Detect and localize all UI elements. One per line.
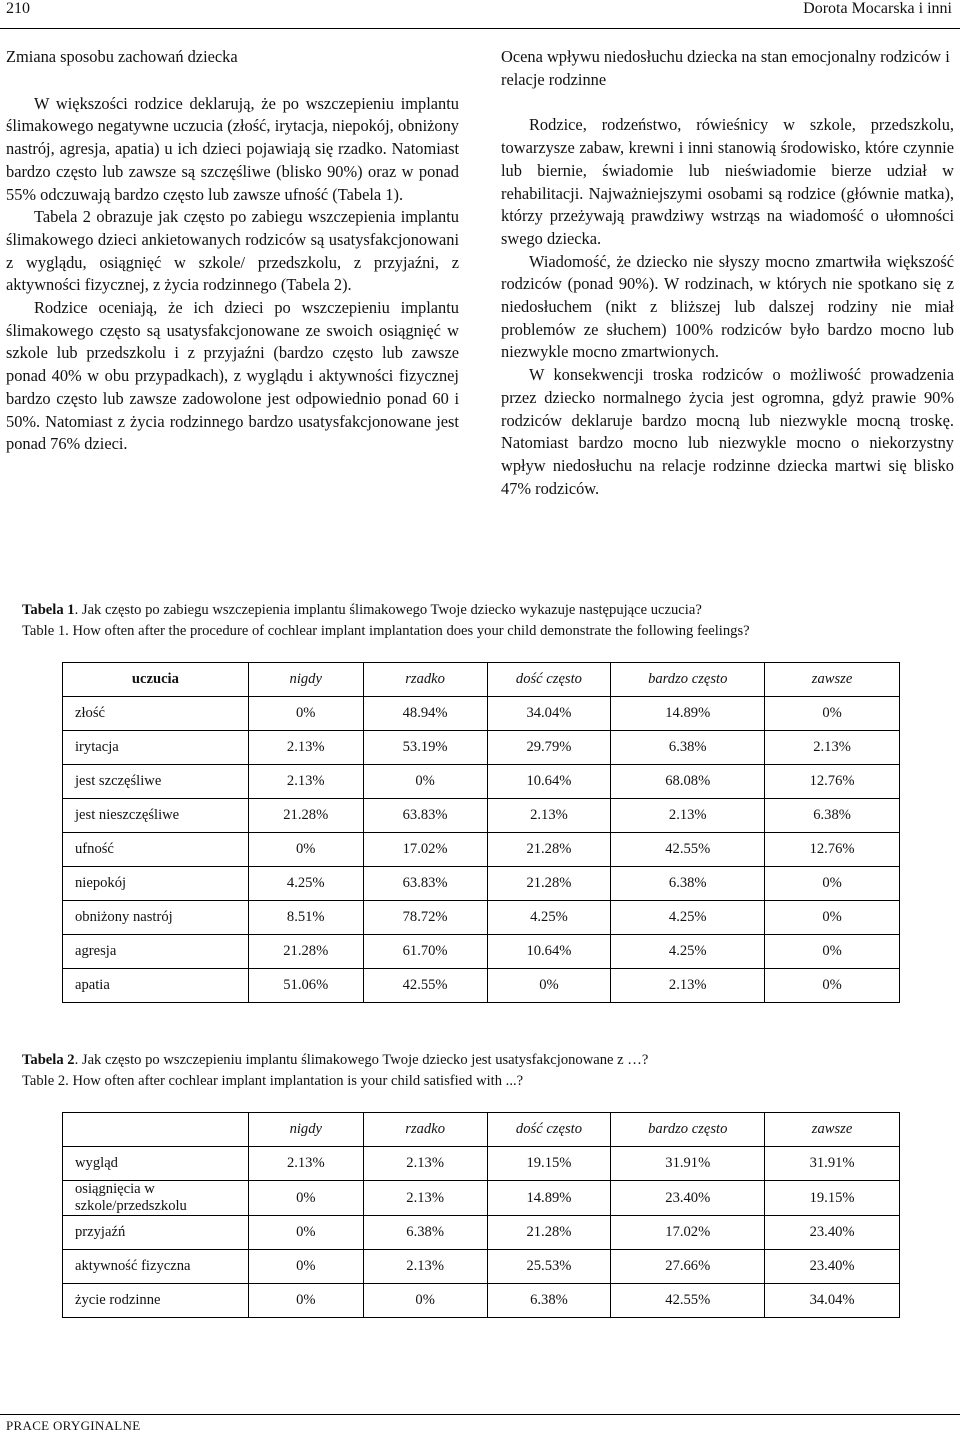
table-satisfaction	[62, 1112, 900, 1318]
table2-caption-en: Table 2. How often after cochlear implant implantation is your child satisfied with ...?	[22, 1073, 524, 1089]
table-row	[63, 697, 900, 731]
table-cell: 4.25%	[487, 901, 611, 935]
table-cell: 4.25%	[611, 901, 765, 935]
table-cell: 0%	[248, 1181, 363, 1216]
table-cell: 2.13%	[248, 731, 363, 765]
table-row	[63, 1284, 900, 1318]
table-cell: 19.15%	[487, 1147, 611, 1181]
table-cell: 2.13%	[487, 799, 611, 833]
table-cell: 78.72%	[363, 901, 487, 935]
table-cell: 23.40%	[765, 1216, 900, 1250]
table-cell: 4.25%	[611, 935, 765, 969]
table-cell: 6.38%	[363, 1216, 487, 1250]
table-cell: 0%	[765, 935, 900, 969]
row-label: obniżony nastrój	[63, 901, 249, 935]
column-header: bardzo często	[611, 663, 765, 697]
table-cell: 2.13%	[611, 799, 765, 833]
table-cell: 0%	[363, 765, 487, 799]
table-cell: 68.08%	[611, 765, 765, 799]
column-header: dość często	[487, 663, 611, 697]
table-cell: 14.89%	[611, 697, 765, 731]
paragraph: Wiadomość, że dziecko nie słyszy mocno zmartwiła większość rodziców (ponad 90%). W rodzinach, w których nie spotkano się z niedosłuchem (nikt z bliższej lub dalszej rodziny nie miał problemów ze słuchem) 100% rodziców było bardzo mocno lub niezwykle mocno zmartwionych.	[501, 251, 954, 362]
row-label: złość	[63, 697, 249, 731]
table-cell: 4.25%	[248, 867, 363, 901]
column-header: bardzo często	[611, 1113, 765, 1147]
row-header-cell	[63, 1113, 249, 1147]
table-cell: 42.55%	[611, 1284, 765, 1318]
table-cell: 6.38%	[765, 799, 900, 833]
table-cell: 21.28%	[248, 799, 363, 833]
section-heading-parents: Ocena wpływu niedosłuchu dziecka na stan emocjonalny rodziców i relacje rodzinne	[501, 47, 950, 89]
row-label: wygląd	[63, 1147, 249, 1181]
table-cell: 48.94%	[363, 697, 487, 731]
table-row	[63, 1216, 900, 1250]
table-cell: 2.13%	[765, 731, 900, 765]
footer-rule	[0, 1414, 960, 1415]
table-cell: 31.91%	[611, 1147, 765, 1181]
table-cell: 53.19%	[363, 731, 487, 765]
table-cell: 0%	[248, 697, 363, 731]
paragraph: Rodzice oceniają, że ich dzieci po wszczepieniu implantu ślimakowego często są usatysfakcjonowane ze swoich osiągnięć w szkole lub przedszkolu i z przyjaźni (bardzo często lub zawsze ponad 40% w obu przypadkach), z wyglądu i aktywności fizycznej bardzo często lub zawsze zadowolone jest odpowiednio ponad 60 i 50%. Natomiast z życia rodzinnego bardzo usatysfakcjonowane jest ponad 76% dzieci.	[6, 298, 459, 454]
table-row	[63, 765, 900, 799]
row-label: irytacja	[63, 731, 249, 765]
table-cell: 34.04%	[487, 697, 611, 731]
table-cell: 19.15%	[765, 1181, 900, 1216]
column-header: zawsze	[765, 663, 900, 697]
paragraph: Rodzice, rodzeństwo, rówieśnicy w szkole, przedszkolu, towarzysze zabaw, krewni i inni stanowią środowisko, które czynnie lub biernie, świadomie lub nieświadomie bierze udział w rehabilitacji. Najważniejszymi osobami są rodzice (głównie matka), którzy przeżywają prawdziwy wstrząs na wiadomość o ułomności swego dziecka.	[501, 115, 954, 248]
table-cell: 2.13%	[363, 1147, 487, 1181]
table-cell: 2.13%	[248, 765, 363, 799]
row-label: ufność	[63, 833, 249, 867]
table-cell: 17.02%	[611, 1216, 765, 1250]
table-cell: 2.13%	[248, 1147, 363, 1181]
table-row	[63, 1250, 900, 1284]
table-cell: 63.83%	[363, 799, 487, 833]
table-cell: 2.13%	[611, 969, 765, 1003]
table-cell: 42.55%	[611, 833, 765, 867]
table-cell: 2.13%	[363, 1181, 487, 1216]
table-row	[63, 833, 900, 867]
table-cell: 34.04%	[765, 1284, 900, 1318]
table-cell: 6.38%	[611, 731, 765, 765]
table-cell: 21.28%	[487, 833, 611, 867]
row-header-cell: uczucia	[63, 663, 249, 697]
table1-label: Tabela 1	[22, 602, 75, 618]
table-cell: 10.64%	[487, 765, 611, 799]
paragraph: W większości rodzice deklarują, że po wszczepieniu implantu ślimakowego negatywne uczucia (złość, irytacja, niepokój, obniżony nastrój, agresja, apatia) u ich dzieci pojawiają się rzadko. Natomiast bardzo często lub zawsze są szczęśliwe (blisko 90%) oraz w ponad 55% odczuwają bardzo często lub zawsze ufność (Tabela 1).	[6, 93, 459, 204]
table-row	[63, 1147, 900, 1181]
table1-caption	[22, 600, 952, 642]
table-cell: 0%	[765, 867, 900, 901]
table-cell: 12.76%	[765, 765, 900, 799]
row-label: aktywność fizyczna	[63, 1250, 249, 1284]
row-label: jest szczęśliwe	[63, 765, 249, 799]
row-label: jest nieszczęśliwe	[63, 799, 249, 833]
table-header-row	[63, 663, 900, 697]
footer-section-label: PRACE ORYGINALNE	[6, 1418, 141, 1433]
table-row	[63, 901, 900, 935]
table-cell: 0%	[248, 1250, 363, 1284]
section-heading-behaviour: Zmiana sposobu zachowań dziecka	[6, 47, 238, 66]
column-header: nigdy	[248, 1113, 363, 1147]
table-cell: 2.13%	[363, 1250, 487, 1284]
table-row	[63, 867, 900, 901]
table-cell: 61.70%	[363, 935, 487, 969]
table-row	[63, 935, 900, 969]
table1-caption-pl: . Jak często po zabiegu wszczepienia implantu ślimakowego Twoje dziecko wykazuje następujące uczucia?	[74, 602, 702, 618]
table-cell: 63.83%	[363, 867, 487, 901]
table-cell: 27.66%	[611, 1250, 765, 1284]
table-cell: 21.28%	[487, 867, 611, 901]
paragraph: Tabela 2 obrazuje jak często po zabiegu wszczepienia implantu ślimakowego dzieci ankietowanych rodziców są usatysfakcjonowani z wyglądu, osiągnięć w szkole/ przedszkolu, z przyjaźni, z aktywności fizycznej, z życia rodzinnego (Tabela 2).	[6, 207, 459, 295]
table-cell: 51.06%	[248, 969, 363, 1003]
table-cell: 42.55%	[363, 969, 487, 1003]
table-cell: 0%	[765, 969, 900, 1003]
left-column	[6, 46, 459, 456]
table-cell: 23.40%	[765, 1250, 900, 1284]
table-cell: 23.40%	[611, 1181, 765, 1216]
table-cell: 0%	[765, 901, 900, 935]
table-cell: 0%	[765, 697, 900, 731]
row-label: życie rodzinne	[63, 1284, 249, 1318]
table-cell: 6.38%	[611, 867, 765, 901]
table-cell: 10.64%	[487, 935, 611, 969]
table-row	[63, 799, 900, 833]
table-cell: 17.02%	[363, 833, 487, 867]
table-cell: 0%	[248, 833, 363, 867]
table-cell: 21.28%	[248, 935, 363, 969]
table-row	[63, 1181, 900, 1216]
column-header: nigdy	[248, 663, 363, 697]
row-label: osiągnięcia w szkole/przedszkolu	[63, 1181, 249, 1216]
table2-caption-pl: . Jak często po wszczepieniu implantu ślimakowego Twoje dziecko jest usatysfakcjonowane z …?	[74, 1052, 649, 1068]
column-header: rzadko	[363, 663, 487, 697]
column-header: rzadko	[363, 1113, 487, 1147]
table1-caption-en: Table 1. How often after the procedure of cochlear implant implantation does your child demonstrate the following feelings?	[22, 623, 750, 639]
table-header-row	[63, 1113, 900, 1147]
table-cell: 31.91%	[765, 1147, 900, 1181]
page-number: 210	[6, 0, 30, 17]
running-authors: Dorota Mocarska i inni	[803, 0, 952, 17]
table-cell: 0%	[487, 969, 611, 1003]
row-label: przyjaźń	[63, 1216, 249, 1250]
table-row	[63, 731, 900, 765]
row-label: apatia	[63, 969, 249, 1003]
paragraph: W konsekwencji troska rodziców o możliwość prowadzenia przez dziecko normalnego życia jest ogromna, gdyż prawie 90% rodziców deklaruje bardzo mocną lub niezwykle mocną troskę. Natomiast bardzo mocno lub niezwykle mocno o niekorzystny wpływ niedosłuchu na relacje rodzinne dziecka martwi się blisko 47% rodziców.	[501, 365, 954, 498]
table2-label: Tabela 2	[22, 1052, 75, 1068]
table-row	[63, 969, 900, 1003]
right-column	[501, 46, 954, 500]
table-cell: 25.53%	[487, 1250, 611, 1284]
column-header: dość często	[487, 1113, 611, 1147]
table2-caption	[22, 1050, 952, 1092]
table-cell: 14.89%	[487, 1181, 611, 1216]
table-cell: 29.79%	[487, 731, 611, 765]
page-header	[0, 0, 960, 29]
row-label: agresja	[63, 935, 249, 969]
table-cell: 12.76%	[765, 833, 900, 867]
table-feelings	[62, 662, 900, 1003]
table-cell: 0%	[248, 1216, 363, 1250]
table-cell: 0%	[363, 1284, 487, 1318]
table-cell: 6.38%	[487, 1284, 611, 1318]
column-header: zawsze	[765, 1113, 900, 1147]
row-label: niepokój	[63, 867, 249, 901]
table-cell: 0%	[248, 1284, 363, 1318]
table-cell: 8.51%	[248, 901, 363, 935]
table-cell: 21.28%	[487, 1216, 611, 1250]
